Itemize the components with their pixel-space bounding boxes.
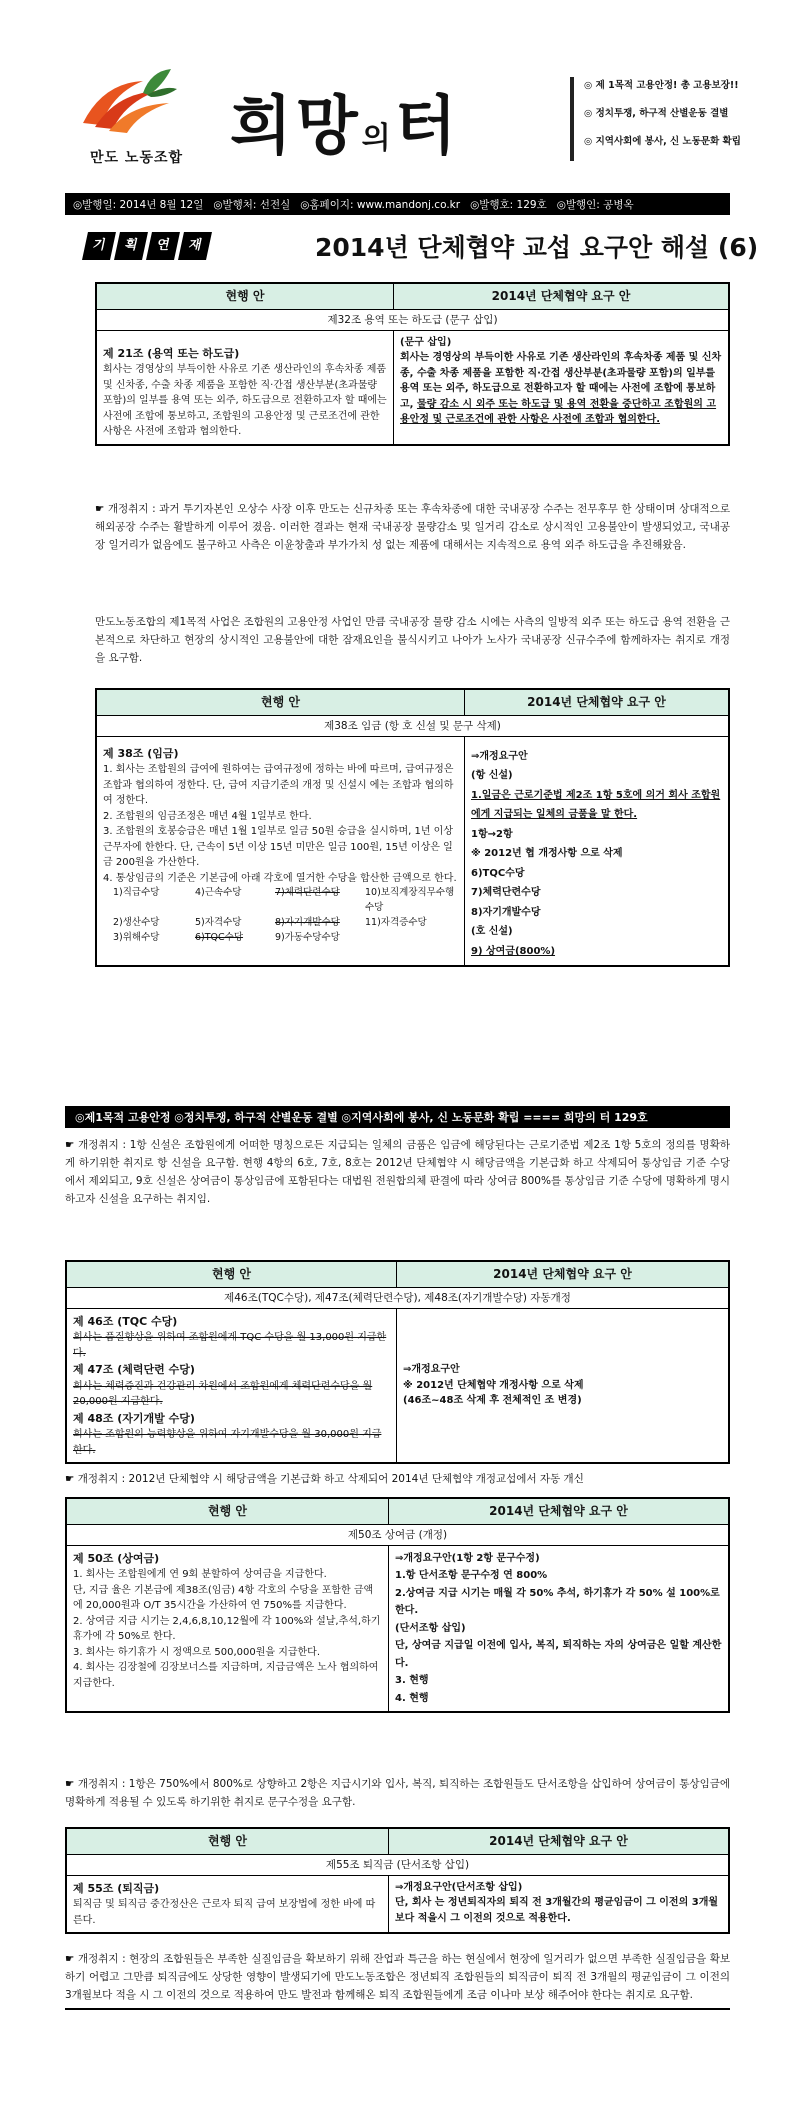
table-header: [67, 1829, 728, 1855]
demand-inserted-text: 물량 감소 시 외주 또는 하도급 및 용역 전환을 중단하고 조합원의 고용안정 및 근로조건에 관한 사항은 사전에 조합과 협의한다.: [400, 398, 717, 426]
table-severance: [65, 1827, 730, 1934]
article-body-deleted: 회사는 조합원의 능력향상을 위하여 자기개발수당을 월 30,000원 지급한다.: [73, 1429, 382, 1456]
allowance-item: 10)보직계장직무수행수당: [365, 887, 455, 914]
demand-body: 단, 회사 는 정년퇴직자의 퇴직 전 3개월간의 평균임금이 그 이전의 3개월 보다 적을시 그 이전의 것으로 적용한다.: [395, 1897, 719, 1924]
article-body: 퇴직금 및 퇴직금 중간정산은 근로자 퇴직 급여 보장법에 정한 바에 따른다.: [73, 1899, 376, 1926]
demand-line: ※ 2012년 협 개정사항 으로 삭제: [471, 848, 623, 860]
demand-text: [389, 1876, 728, 1933]
demand-line: 1.일금은 근로기준법 제2조 1항 5호에 의거 회사 조합원에게 지급되는 일체의 금품을 말 한다.: [471, 789, 721, 821]
article-subtitle: 제50조 상여금 (개정): [67, 1525, 728, 1546]
article-subtitle: 제46조(TQC수당), 제47조(체력단련수당), 제48조(자기개발수당) 자동개정: [67, 1288, 728, 1309]
demand-text: [465, 737, 728, 966]
demand-text: [394, 331, 728, 444]
allowance-item: 11)자격증수당: [365, 916, 427, 928]
series-label: [85, 232, 209, 260]
issue-date: ◎발행일: 2014년 8월 12일: [73, 198, 204, 211]
article-item: 단, 지급 율은 기본급에 제38조(임금) 4항 각호의 수당을 포함한 금액에 20,000원과 O/T 35시간을 가산하여 연 750%를 지급한다.: [73, 1584, 374, 1612]
homepage-link[interactable]: ◎홈페이지: www.mandonj.co.kr: [300, 198, 461, 211]
article-item: 4. 회사는 김장철에 김장보너스를 지급하며, 지급금액은 노사 협의하여 지급한다.: [73, 1662, 379, 1689]
col-current: 현행 안: [97, 690, 465, 715]
col-current: 현행 안: [67, 1829, 389, 1854]
publication-info-bar: [65, 193, 730, 215]
issue-banner: ◎제1목적 고용안정 ◎정치투쟁, 하구적 산별운동 결별 ◎지역사회에 봉사, 신 노동문화 확립 ==== 희망의 터 129호: [65, 1106, 730, 1128]
demand-line: ※ 2012년 단체협약 개정사항 으로 삭제: [403, 1379, 584, 1391]
article-title: 2014년 단체협약 교섭 요구안 해설 (6): [315, 233, 759, 262]
current-text: [67, 1309, 397, 1463]
current-text: [97, 737, 465, 966]
rationale-1: ☛ 개정취지 : 과거 투기자본인 오상수 사장 이후 만도는 신규차종 또는 후속차종에 대한 국내공장 수주는 전무후무 한 상태이며 상대적으로 해외공장 수주는 활발하게 이루어 졌음. 이러한 결과는 현재 국내공장 물량감소 및 일거리 감소로 상시적인 고용불안이 발생되었고, 국내공장 일거리가 없음에도 불구하고 사측은 이윤창출과 부가가치 성 없는 제품에 대해서는 지속적으로 용역 외주 하도급을 추진해왔음.: [95, 503, 730, 552]
allowance-grid: [103, 886, 458, 945]
demand-line: (46조~48조 삭제 후 전체적인 조 변경): [403, 1395, 582, 1407]
article-heading: 제 46조 (TQC 수당): [73, 1314, 178, 1328]
demand-line: 1항→2항: [471, 828, 513, 840]
article-item: 2. 조합원의 임금조정은 매년 4월 1일부로 한다.: [103, 810, 312, 822]
allowance-item: 5)자격수당: [195, 916, 242, 928]
article-heading: 제 48조 (자기개발 수당): [73, 1411, 195, 1425]
demand-line: 2.상여금 지급 시기는 매월 각 50% 추석, 하기휴가 각 50% 설 100%로 한다.: [395, 1587, 720, 1617]
goal-item: ◎ 정치투쟁, 하구적 산별운동 결별: [584, 108, 729, 119]
goals-list: [570, 77, 740, 161]
demand-line: 1.항 단서조항 문구수정 연 800%: [395, 1570, 548, 1582]
demand-line: ⇒개정요구안: [471, 750, 528, 762]
col-demand: 2014년 단체협약 요구 안: [491, 289, 631, 303]
allowance-item-deleted: 7)체력단련수당: [275, 887, 340, 899]
article-heading: 제 55조 (퇴직금): [73, 1881, 160, 1895]
current-text: [67, 1546, 389, 1712]
masthead: [65, 55, 741, 211]
article-item: 3. 회사는 하기휴가 시 정액으로 500,000원을 지급한다.: [73, 1646, 321, 1658]
demand-heading: ⇒개정요구안(단서조항 삽입): [395, 1881, 523, 1893]
article-subtitle: 제32조 용역 또는 하도급 (문구 삽입): [97, 310, 728, 331]
allowance-item: 2)생산수당: [113, 916, 160, 928]
publisher-dept: ◎발행처: 선전실: [213, 198, 291, 211]
article-item: 4. 통상임금의 기준은 기본급에 아래 각호에 열거한 수당을 합산한 금액으로 한다.: [103, 872, 457, 884]
table-subcontract: [95, 282, 730, 446]
current-text: [97, 331, 394, 444]
allowance-item-deleted: 8)자기개발수당: [275, 916, 340, 928]
demand-heading: (문구 삽입): [400, 336, 452, 348]
series-char: 기: [82, 232, 116, 260]
title-part-ground: 터: [394, 89, 461, 164]
demand-line: ⇒개정요구안: [403, 1364, 460, 1376]
newsletter-title: [230, 75, 460, 167]
allowance-item: 9)가동수당수당: [275, 931, 340, 943]
table-allowances: [65, 1260, 730, 1464]
col-current: 현행 안: [67, 1262, 397, 1287]
col-demand: 2014년 단체협약 요구 안: [489, 1504, 628, 1518]
demand-body: 회사는 경영상의 부득이한 사유로 기존 생산라인의 후속차종 제품 및 신차종, 수출 차종 제품을 포함한 직·간접 생산부분(초과물량 포함)의 일부를 용역 또는 외주, 하도급으로 전환하고자 할 때에는 사전에 조합에 통보하고,: [400, 352, 722, 410]
article-heading: 제 50조 (상여금): [73, 1551, 160, 1565]
demand-line: (항 신설): [471, 770, 513, 782]
col-demand: 2014년 단체협약 요구 안: [527, 695, 666, 709]
demand-line: 단, 상여금 지급일 이전에 입사, 복직, 퇴직하는 자의 상여금은 일할 계산한다.: [395, 1640, 722, 1669]
table-bonus: [65, 1497, 730, 1713]
series-char: 연: [146, 232, 180, 260]
current-text: [67, 1876, 389, 1933]
col-current: 현행 안: [67, 1499, 389, 1524]
table-header: [97, 690, 728, 716]
demand-line: 8)자기개발수당: [471, 906, 541, 918]
article-heading: 제 38조 (임금): [103, 746, 179, 760]
article-heading: 제 47조 (체력단련 수당): [73, 1363, 195, 1377]
article-subtitle: 제38조 임금 (항 호 신설 및 문구 삭제): [97, 716, 728, 737]
demand-line: (단서조항 삽입): [395, 1622, 466, 1634]
publisher-name: ◎발행인: 공병옥: [556, 198, 634, 211]
article-item: 2. 상여금 지급 시기는 2,4,6,8,10,12월에 각 100%와 설날,추석,하기 휴가에 각 50%로 한다.: [73, 1615, 381, 1643]
title-part-of: 의: [361, 121, 395, 156]
demand-line: 7)체력단련수당: [471, 887, 541, 899]
article-body: 회사는 경영상의 부득이한 사유로 기존 생산라인의 후속차종 제품 및 신차종, 수출 차종 제품을 포함한 직·간접 생산부분(초과물량 포함)의 일부를 용역 또는 외주, 하도급으로 전환하고자 할 때에는 사전에 조합에 통보하고, 조합원의 고용안정 및 근로조건에 관한 사항은 사전에 조합과 협의한다.: [103, 364, 387, 438]
rationale-1b: 만도노동조합의 제1목적 사업은 조합원의 고용안정 사업인 만큼 국내공장 물량 감소 시에는 사측의 일방적 외주 또는 하도급 용역 전환을 근본적으로 차단하고 현장의 상시적인 고용불안에 대한 잠재요인을 불식시키고 나아가 노사가 국내공장 신규수주에 함께하자는 취지로 개정을 요구함.: [95, 616, 730, 665]
article-heading: 제 21조 (용역 또는 하도급): [103, 346, 240, 360]
demand-line: (호 신설): [471, 926, 513, 938]
union-logo-icon: [73, 63, 183, 141]
demand-line: 3. 현행: [395, 1675, 429, 1687]
col-current: 현행 안: [97, 284, 394, 309]
issue-number: ◎발행호: 129호: [470, 198, 547, 211]
rationale-4: ☛ 개정취지 : 1항은 750%에서 800%로 상향하고 2항은 지급시기와 입사, 복직, 퇴직하는 조합원들도 단서조항을 삽입하여 상여금이 통상임금에 명확하게 적용될 수 있도록 하기위한 취지로 문구수정을 요구함.: [65, 1778, 730, 1809]
article-item: 1. 회사는 조합원에게 연 9회 분할하여 상여금을 지급한다.: [73, 1569, 327, 1581]
col-demand: 2014년 단체협약 요구 안: [493, 1267, 632, 1281]
goal-item: ◎ 제 1목적 고용안정! 총 고용보장!!: [584, 80, 739, 91]
allowance-item-deleted: 6)TQC수당: [195, 931, 244, 943]
col-demand: 2014년 단체협약 요구 안: [489, 1834, 628, 1848]
union-name: 만도 노동조합: [90, 150, 184, 166]
demand-line: 4. 현행: [395, 1692, 429, 1704]
table-wage: [95, 688, 730, 967]
demand-line: ⇒개정요구안(1항 2항 문구수정): [395, 1552, 540, 1564]
rationale-5: ☛ 개정취지 : 현장의 조합원들은 부족한 실질임금을 확보하기 위해 잔업과 특근을 하는 현실에서 현장에 일거리가 없으면 부족한 실질임금을 확보하기 어렵고 그만큼 퇴직금에도 상당한 영향이 발생되기에 만도노동조합은 정년퇴직 조합원들의 퇴직금이 퇴직 전 3개월의 평균임금이 그 이전의 3개월보다 적을 시 그 이전의 것으로 적용하여 만도 발전과 함께해온 퇴직 조합원들에게 조금 이나마 보상 해주어야 한다는 취지로 요구함.: [65, 1950, 730, 2010]
allowance-item: 3)위해수당: [113, 931, 160, 943]
demand-line: 9) 상여금(800%): [471, 945, 556, 957]
title-part-hope: 희망: [230, 89, 362, 164]
article-item: 1. 회사는 조합원의 급여에 원하여는 급여규정에 정하는 바에 따르며, 급여규정은 조합과 협의하여 정한다. 단, 급여 지급기준의 개정 및 신설시 에는 조합과 협의하여 정한다.: [103, 764, 454, 807]
goal-item: ◎ 지역사회에 봉사, 신 노동문화 확립: [584, 136, 741, 147]
article-item: 3. 조합원의 호봉승급은 매년 1월 1일부로 일금 50원 승급을 실시하며, 1년 이상 근무자에 한한다. 단, 근속이 5년 이상 15년 미만은 일금 100원, 15년 이상은 일금 200원을 가산한다.: [103, 826, 453, 869]
table-header: [67, 1262, 728, 1288]
series-char: 획: [114, 232, 148, 260]
rationale-3: ☛ 개정취지 : 2012년 단체협약 시 해당금액을 기본급화 하고 삭제되어 2014년 단체협약 개정교섭에서 자동 개신: [65, 1473, 584, 1485]
allowance-item: 4)근속수당: [195, 887, 242, 899]
rationale-2: ☛ 개정취지 : 1항 신설은 조합원에게 어떠한 명칭으로든 지급되는 일체의 금품은 임금에 해당된다는 근로기준법 제2조 1항 5호의 정의를 명확하게 하기위한 취지로 항 신설을 요구함. 현행 4항의 6호, 7호, 8호는 2012년 단체협약 시 해당금액을 기본급화 하고 삭제되어 통상임금 기준 수당에서 제외되고, 9호 신설은 상여금이 통상임금에 포함된다는 대법원 전원합의체 판결에 따라 상여금 800%를 통상임금 기준 수당에 명확하게 명시하고자 신설을 요구하는 취지임.: [65, 1139, 730, 1206]
table-header: [67, 1499, 728, 1525]
allowance-item: 1)직급수당: [113, 887, 160, 899]
demand-text: [389, 1546, 728, 1712]
demand-text: [397, 1309, 728, 1463]
article-subtitle: 제55조 퇴직금 (단서조항 삽입): [67, 1855, 728, 1876]
demand-line: 6)TQC수당: [471, 867, 525, 879]
series-char: 재: [178, 232, 212, 260]
article-body-deleted: 회사는 품질향상을 위하여 조합원에게 TQC 수당을 월 13,000원 지급한다.: [73, 1332, 387, 1359]
article-body-deleted: 회사는 체력증진과 건강관리 차원에서 조합원에게 체력단련수당을 월 20,000원 지급한다.: [73, 1380, 373, 1408]
table-header: [97, 284, 728, 310]
